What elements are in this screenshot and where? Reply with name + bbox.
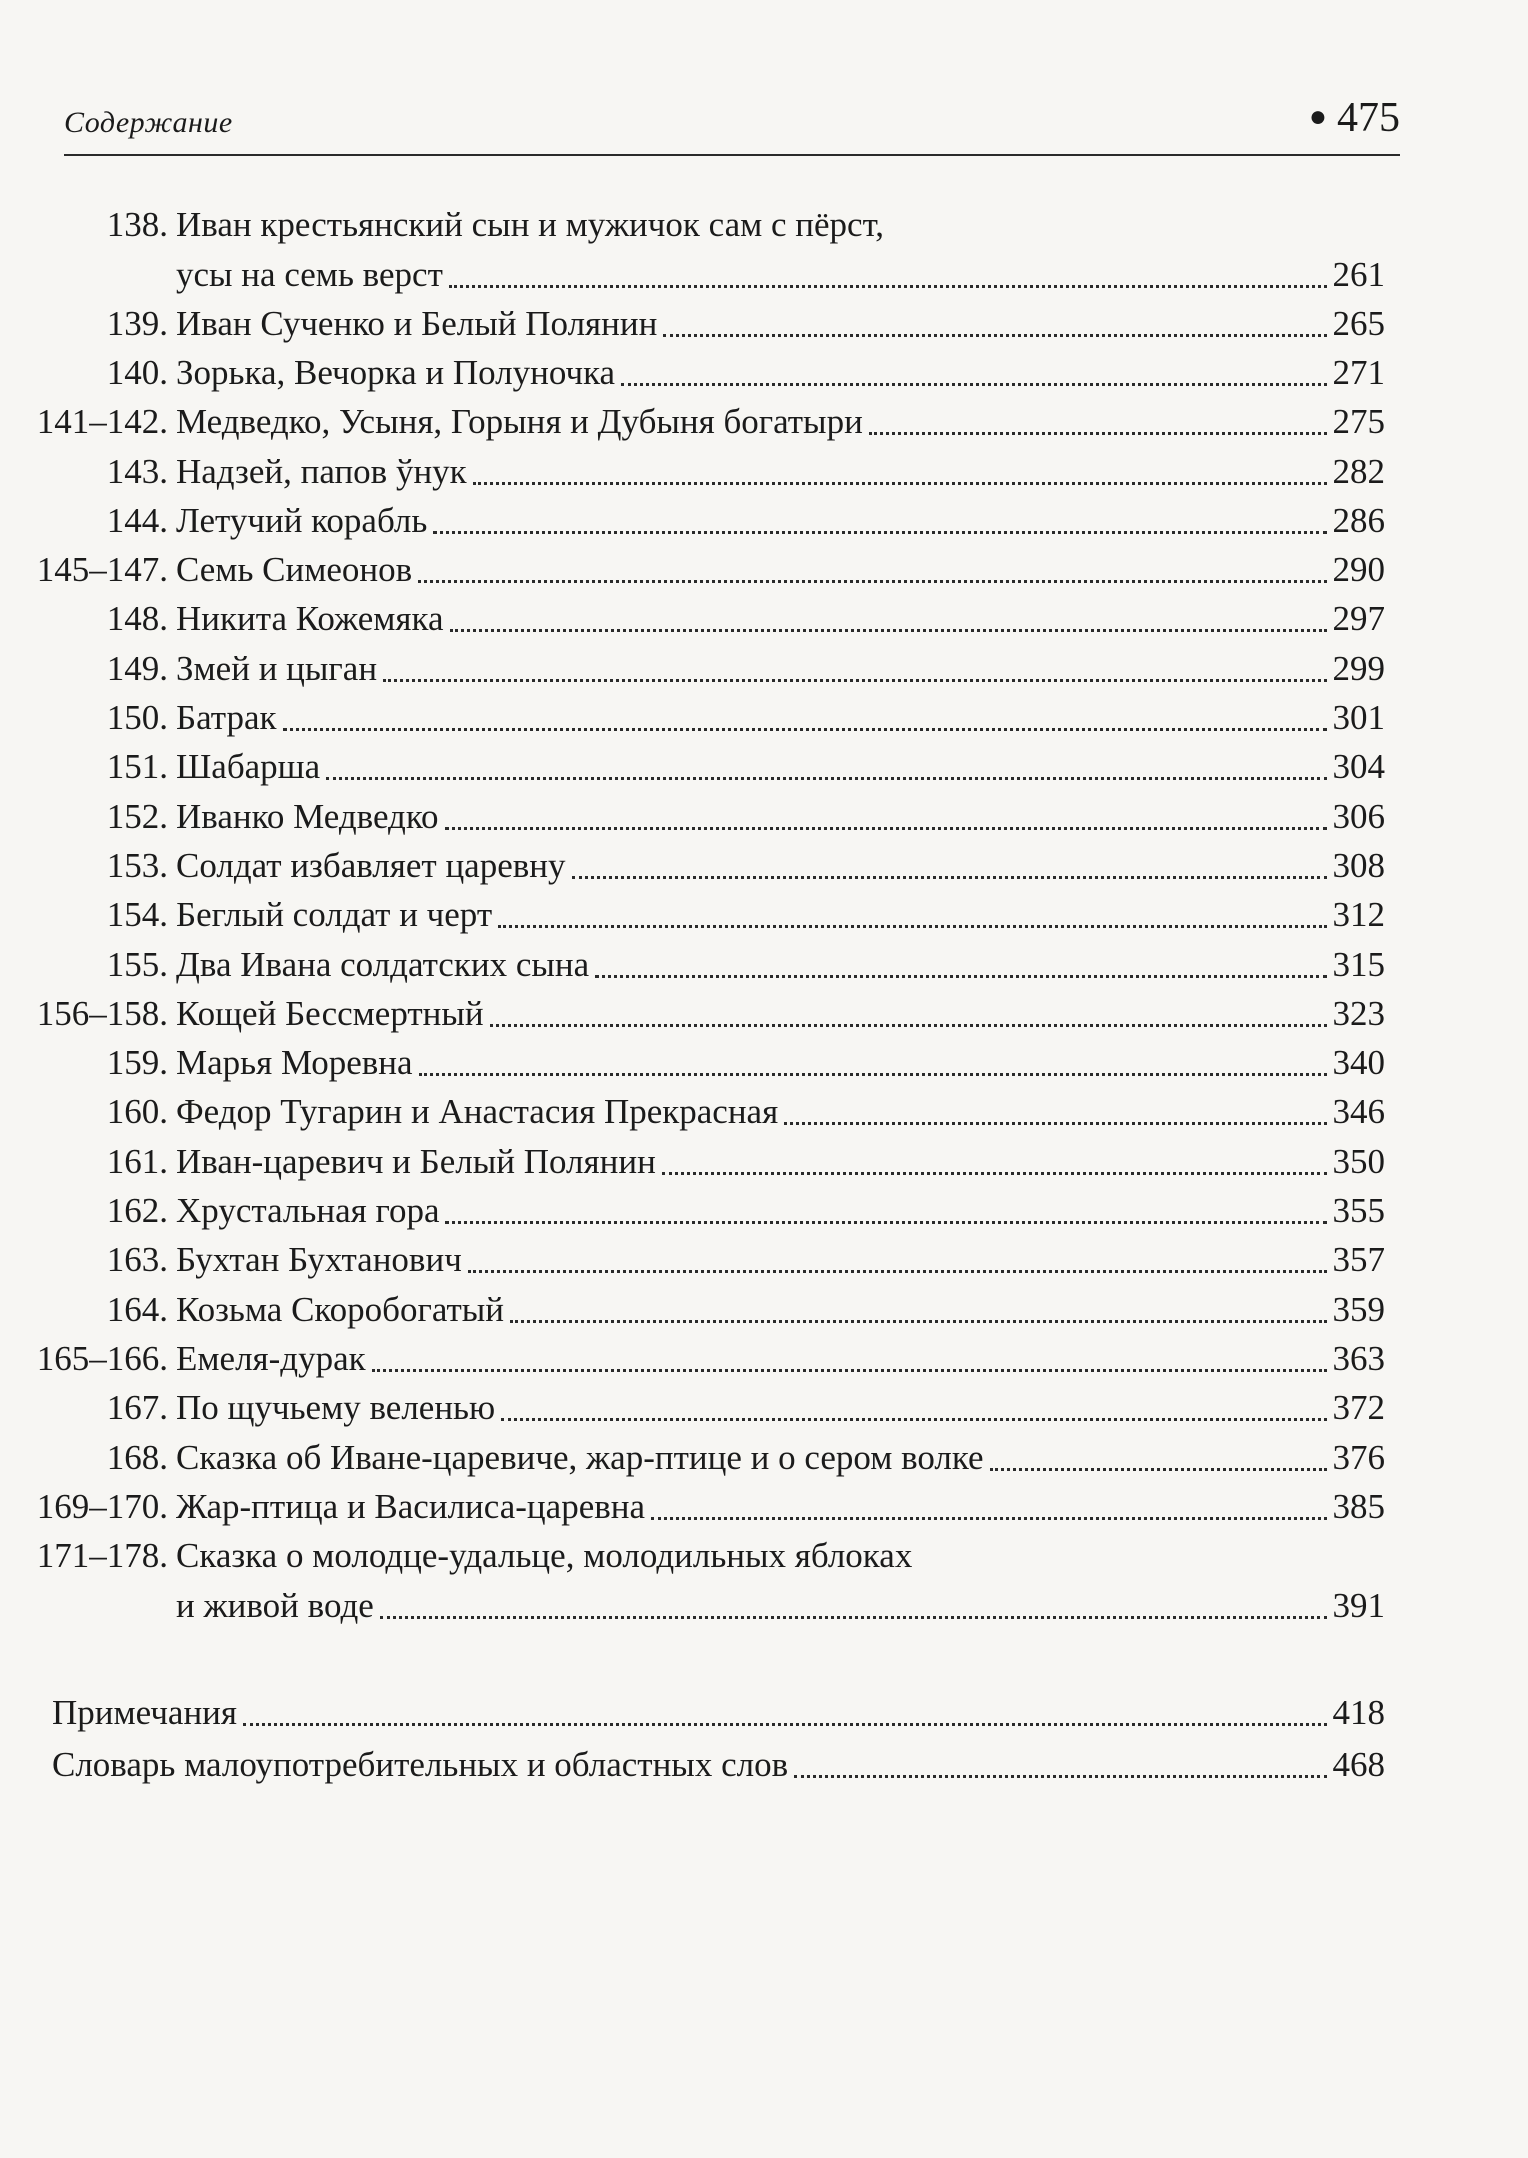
entry-page-number: 346 (1332, 1092, 1385, 1132)
entry-page-number: 323 (1332, 993, 1385, 1033)
toc-entry (96, 1038, 1385, 1088)
entry-page-number: 315 (1332, 944, 1385, 984)
dot-leader (418, 579, 1326, 583)
entry-number: 168. (106, 1437, 168, 1477)
entry-page-number: 391 (1332, 1586, 1385, 1626)
dot-leader (498, 924, 1326, 928)
dot-leader (572, 875, 1327, 879)
entry-title: Сказка об Иване-царевиче, жар-птице и о сером волке (176, 1437, 984, 1477)
dot-leader (662, 1171, 1327, 1175)
appendix-page-number: 418 (1332, 1693, 1385, 1732)
entry-title: Батрак (176, 698, 277, 737)
entry-title: Семь Симеонов (176, 550, 413, 590)
entry-number: 159. (106, 1043, 168, 1083)
entry-number: 143. (106, 451, 168, 491)
dot-leader (468, 1269, 1327, 1273)
entry-number: 165–166. (36, 1338, 168, 1378)
entry-title: По щучьему веленью (176, 1388, 496, 1428)
entry-number: 155. (106, 944, 168, 984)
entry-title: Зорька, Вечорка и Полуночка (176, 352, 616, 392)
entry-page-number: 308 (1332, 845, 1385, 885)
toc-entry (8, 989, 1385, 1039)
toc-entry (96, 447, 1385, 497)
toc-entry (96, 594, 1385, 644)
entry-page-number: 282 (1332, 451, 1385, 491)
entry-page-number: 271 (1332, 352, 1385, 392)
toc-entry (96, 1235, 1385, 1285)
entry-number: 156–158. (36, 993, 168, 1033)
entry-title: Жар-птица и Василиса-царевна (176, 1486, 646, 1526)
entry-number: 161. (106, 1141, 168, 1181)
entry-number: 148. (106, 599, 168, 639)
toc-entry (96, 1186, 1385, 1236)
entry-page-number: 363 (1332, 1338, 1385, 1378)
entry-title: Бухтан Бухтанович (176, 1240, 462, 1280)
entry-page-number: 299 (1332, 648, 1385, 688)
entry-title: Никита Кожемяка (176, 599, 444, 639)
entry-page-number: 286 (1332, 500, 1385, 540)
section-title: Содержание (64, 106, 233, 139)
entry-page-number: 275 (1332, 402, 1385, 442)
toc-entry (96, 841, 1385, 891)
dot-leader (490, 1023, 1327, 1027)
dot-leader (621, 382, 1326, 386)
entry-title: Кощей Бессмертный (176, 993, 484, 1033)
dot-leader (372, 1368, 1327, 1372)
dot-leader (663, 333, 1326, 337)
dot-leader (990, 1467, 1327, 1471)
entry-title: Змей и цыган (176, 648, 378, 688)
bullet-icon: ● (1308, 100, 1327, 133)
entry-title: Два Ивана солдатских сына (176, 944, 590, 984)
entry-number: 160. (106, 1092, 168, 1132)
entry-title: Федор Тугарин и Анастасия Прекрасная (176, 1092, 779, 1132)
dot-leader (869, 431, 1327, 435)
entry-title: Беглый солдат и черт (176, 895, 493, 935)
toc-entry (96, 200, 1385, 300)
entry-title: Шабарша (176, 747, 321, 787)
entry-page-number: 312 (1332, 895, 1385, 935)
dot-leader (445, 826, 1327, 830)
toc-entry (96, 693, 1385, 743)
toc-entry (96, 1285, 1385, 1335)
entry-page-number: 261 (1332, 255, 1385, 294)
entry-page-number: 301 (1332, 698, 1385, 737)
dot-leader (784, 1121, 1326, 1125)
toc-entry (96, 1137, 1385, 1187)
dot-leader (450, 628, 1327, 632)
entry-number: 149. (106, 648, 168, 688)
entry-number: 164. (106, 1289, 168, 1329)
dot-leader (651, 1516, 1326, 1520)
dot-leader (326, 776, 1326, 780)
toc-entry (96, 940, 1385, 990)
dot-leader (794, 1774, 1326, 1778)
dot-leader (380, 1615, 1327, 1619)
entry-title-line1: Иван крестьянский сын и мужичок сам с пёрст, (176, 205, 884, 244)
entry-page-number: 372 (1332, 1388, 1385, 1428)
entry-page-number: 385 (1332, 1486, 1385, 1526)
entry-title: Летучий корабль (176, 500, 428, 540)
toc-entry (96, 496, 1385, 546)
entry-number: 151. (106, 747, 168, 787)
entry-number: 145–147. (36, 550, 168, 590)
entry-number: 138. (106, 205, 168, 244)
toc-entry (96, 1087, 1385, 1137)
entry-title-line1: Сказка о молодце-удальце, молодильных яблоках (176, 1536, 913, 1576)
running-header (64, 80, 1400, 156)
dot-leader (433, 530, 1326, 534)
appendix-page-number: 468 (1332, 1745, 1385, 1784)
entry-title: Солдат избавляет царевну (176, 845, 566, 885)
entry-page-number: 376 (1332, 1437, 1385, 1477)
toc-entry (96, 299, 1385, 349)
entry-number: 169–170. (36, 1486, 168, 1526)
entry-title: Надзей, папов ўнук (176, 451, 467, 491)
entry-title: усы на семь верст (176, 255, 443, 294)
entry-title: Иванко Медведко (176, 796, 439, 836)
dot-leader (419, 1072, 1327, 1076)
entry-number: 150. (106, 698, 168, 737)
entry-title: Емеля-дурак (176, 1338, 366, 1378)
entry-number: 162. (106, 1191, 168, 1230)
dot-leader (283, 727, 1327, 731)
entry-page-number: 304 (1332, 747, 1385, 787)
dot-leader (449, 284, 1327, 288)
dot-leader (383, 678, 1326, 682)
toc-entry (96, 742, 1385, 792)
toc-entry (8, 1531, 1385, 1631)
toc-entry (96, 1383, 1385, 1433)
entry-page-number: 297 (1332, 599, 1385, 639)
entry-number: 154. (106, 895, 168, 935)
entry-page-number: 290 (1332, 550, 1385, 590)
entry-number: 139. (106, 303, 168, 343)
toc-entry (96, 348, 1385, 398)
entry-page-number: 306 (1332, 796, 1385, 836)
entry-page-number: 355 (1332, 1191, 1385, 1230)
appendix-entry (52, 1688, 1385, 1738)
entry-page-number: 359 (1332, 1289, 1385, 1329)
dot-leader (243, 1722, 1326, 1726)
entry-title: Иван-царевич и Белый Полянин (176, 1141, 656, 1181)
toc-entry (96, 1433, 1385, 1483)
entry-page-number: 340 (1332, 1043, 1385, 1083)
entry-title: Хрустальная гора (176, 1191, 440, 1230)
entry-number: 144. (106, 500, 168, 540)
entry-title: и живой воде (176, 1586, 374, 1626)
toc-entry (96, 792, 1385, 842)
entry-number: 141–142. (36, 402, 168, 442)
dot-leader (445, 1220, 1326, 1224)
dot-leader (473, 481, 1327, 485)
toc-entry (96, 890, 1385, 940)
entry-title: Козьма Скоробогатый (176, 1289, 504, 1329)
entry-number: 171–178. (36, 1536, 168, 1576)
entry-page-number: 357 (1332, 1240, 1385, 1280)
dot-leader (510, 1319, 1327, 1323)
entry-number: 153. (106, 845, 168, 885)
appendix-title: Словарь малоупотребительных и областных слов (52, 1745, 789, 1784)
dot-leader (595, 974, 1326, 978)
entry-number: 167. (106, 1388, 168, 1428)
entry-title: Медведко, Усыня, Горыня и Дубыня богатыри (176, 402, 863, 442)
page-number (1309, 94, 1400, 142)
toc-entry (8, 1334, 1385, 1384)
toc-entry (96, 644, 1385, 694)
appendix-title: Примечания (52, 1693, 238, 1732)
entry-number: 163. (106, 1240, 168, 1280)
entry-number: 152. (106, 796, 168, 836)
toc-entry (8, 545, 1385, 595)
toc-entry (8, 1482, 1385, 1532)
entry-page-number: 265 (1332, 303, 1385, 343)
toc-entry (8, 397, 1385, 447)
entry-title: Иван Сученко и Белый Полянин (176, 303, 658, 343)
dot-leader (501, 1417, 1326, 1421)
appendix-entry (52, 1740, 1385, 1790)
page-number-value: 475 (1337, 95, 1400, 141)
entry-page-number: 350 (1332, 1141, 1385, 1181)
entry-title: Марья Моревна (176, 1043, 413, 1083)
entry-number: 140. (106, 352, 168, 392)
